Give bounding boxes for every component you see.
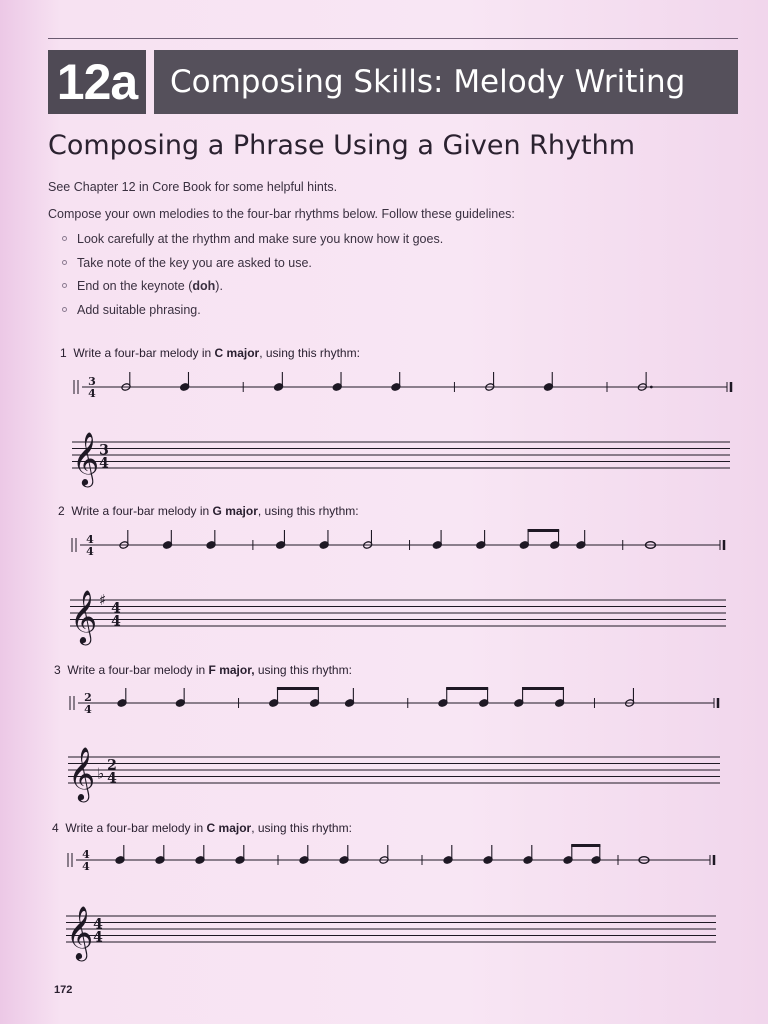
instruction-text: Write a four-bar melody in <box>73 346 215 360</box>
guideline-4: Add suitable phrasing. <box>77 303 201 317</box>
guideline-3-close: ). <box>215 279 223 293</box>
treble-clef-icon: 𝄞 <box>66 905 94 959</box>
guideline-3 <box>77 279 223 293</box>
exercise-number: 2 <box>58 504 65 518</box>
bullet-icon <box>62 236 67 241</box>
section-title: Composing a Phrase Using a Given Rhythm <box>48 130 636 161</box>
treble-clef-icon: 𝄞 <box>68 746 96 800</box>
treble-clef-icon: 𝄞 <box>72 431 100 485</box>
rhythm-line-4 <box>64 845 718 879</box>
instruction-text: using this rhythm: <box>254 663 352 677</box>
time-signature-bottom: 4 <box>99 455 109 472</box>
instruction-text: , using this rhythm: <box>257 504 359 518</box>
time-signature-top: 2 <box>107 757 117 774</box>
key-name: F major, <box>208 663 255 677</box>
time-signature-bottom: 4 <box>82 860 90 873</box>
exercise-1-instruction <box>60 346 360 360</box>
time-signature-top: 4 <box>86 533 94 546</box>
guideline-1: Look carefully at the rhythm and make sure you know how it goes. <box>77 232 444 246</box>
chapter-number: 12a <box>48 50 146 114</box>
exercise-number: 1 <box>60 346 67 360</box>
key-name: G major <box>212 504 258 518</box>
staff-1[interactable] <box>70 420 730 485</box>
instruction-text: , using this rhythm: <box>251 821 352 835</box>
chapter-header <box>48 50 738 116</box>
staff-4[interactable] <box>64 894 716 959</box>
instruction-text: Write a four-bar melody in <box>67 663 209 677</box>
time-signature-bottom: 4 <box>86 545 94 558</box>
exercise-number: 3 <box>54 663 61 677</box>
guideline-2: Take note of the key you are asked to use. <box>77 256 312 270</box>
time-signature-top: 4 <box>111 600 121 617</box>
sharp-key-signature-icon: ♯ <box>99 591 107 609</box>
instruction-text: , using this rhythm: <box>259 346 360 360</box>
bullet-icon <box>62 307 67 312</box>
time-signature-top: 3 <box>88 375 96 388</box>
exercise-number: 4 <box>52 821 59 835</box>
instruction-text: Write a four-bar melody in <box>65 821 207 835</box>
instruction-text: Write a four-bar melody in <box>71 504 213 518</box>
treble-clef-icon: 𝄞 <box>70 589 98 643</box>
rhythm-line-2 <box>68 530 728 564</box>
time-signature-bottom: 4 <box>111 613 121 630</box>
rhythm-line-1 <box>70 372 735 406</box>
top-rule <box>48 38 738 39</box>
time-signature-top: 3 <box>99 442 109 459</box>
note-dot <box>650 386 653 389</box>
flat-key-signature-icon: ♭ <box>97 764 105 783</box>
staff-2[interactable] <box>68 578 726 643</box>
time-signature-bottom: 4 <box>93 929 103 946</box>
guideline-3-text: End on the keynote <box>77 279 189 293</box>
guideline-3-bold: doh <box>192 279 216 293</box>
key-name: C major <box>214 346 260 360</box>
staff-3[interactable] <box>66 735 720 800</box>
bullet-icon <box>62 260 67 265</box>
rhythm-line-3 <box>66 688 722 722</box>
exercise-2-instruction <box>58 504 359 518</box>
time-signature-top: 4 <box>82 848 90 861</box>
time-signature-top: 4 <box>93 916 103 933</box>
intro-see: See Chapter 12 in Core Book for some helpful hints. <box>48 180 338 194</box>
chapter-title: Composing Skills: Melody Writing <box>154 50 738 114</box>
page-number: 172 <box>54 984 73 996</box>
exercise-3-instruction <box>54 663 352 677</box>
key-name: C major <box>206 821 252 835</box>
bullet-icon <box>62 283 67 288</box>
guideline-3-open: ( <box>188 279 193 293</box>
time-signature-bottom: 4 <box>107 770 117 787</box>
time-signature-top: 2 <box>84 691 92 704</box>
time-signature-bottom: 4 <box>88 387 96 400</box>
intro-compose: Compose your own melodies to the four-bar rhythms below. Follow these guidelines: <box>48 207 515 221</box>
time-signature-bottom: 4 <box>84 703 92 716</box>
exercise-4-instruction <box>52 821 352 835</box>
